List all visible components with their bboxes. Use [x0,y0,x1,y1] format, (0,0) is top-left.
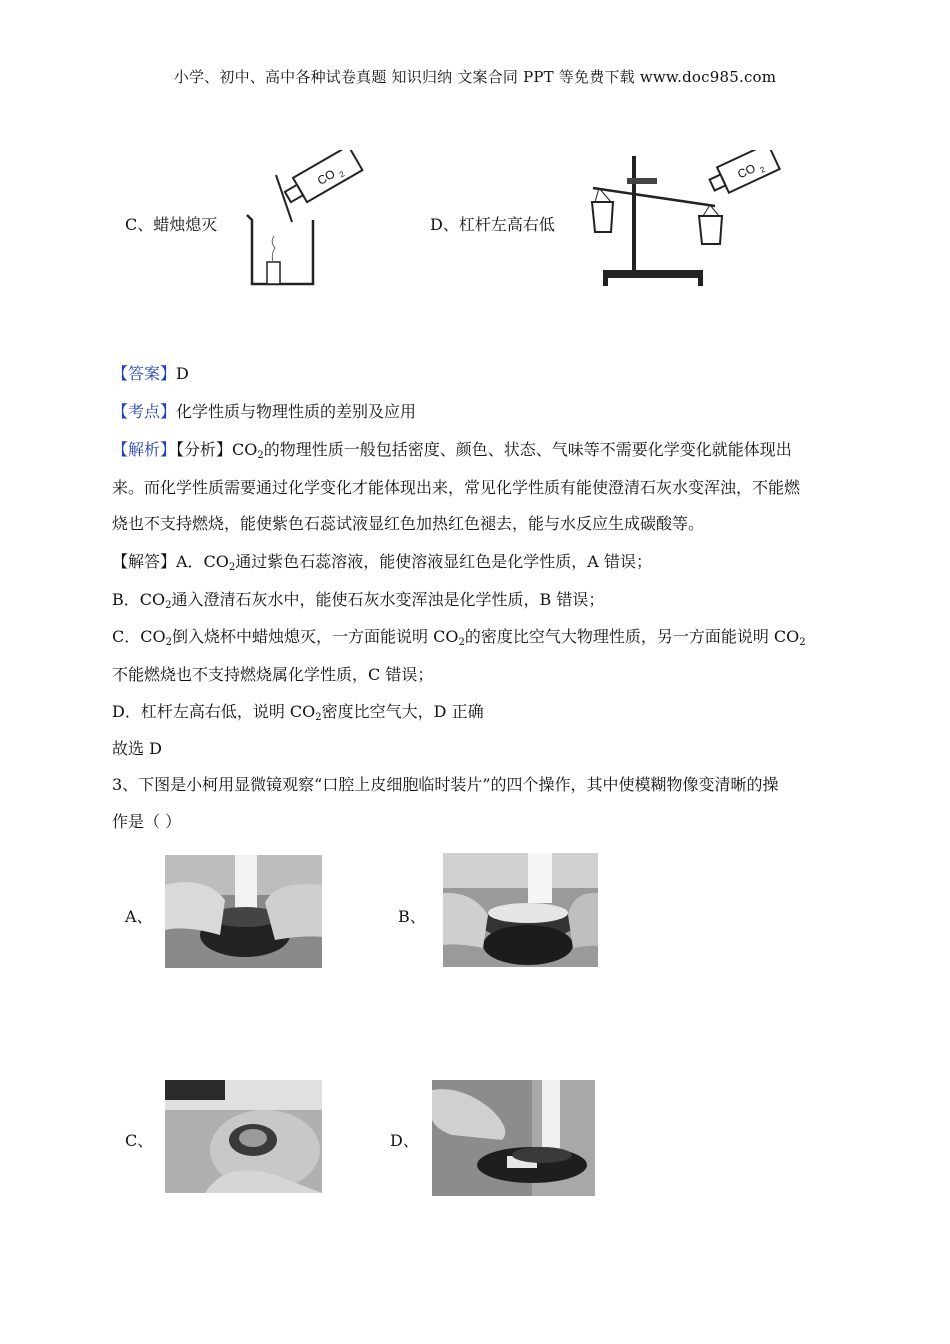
lever-figure [585,150,785,290]
q3-option-b-label: B、 [398,907,426,926]
q3-option-a-label: A、 [125,907,153,926]
option-c-label: C、蜡烛熄灭 [125,215,218,234]
subscript: 2 [228,562,236,573]
microscope-photo-a [165,855,322,968]
option-d-label: D、杠杆左高右低 [430,215,555,234]
left-cup [592,188,613,232]
microscope-photo-c [165,1080,322,1193]
right-cup [699,205,722,244]
jieda-a-line [112,549,652,573]
bottle-label: CO [735,161,758,182]
answer-value: D [176,364,189,383]
jieda-c-mid1: 倒入烧杯中蜡烛熄灭，一方面能说明 CO [171,627,459,646]
subscript: 2 [799,637,806,648]
candle [267,236,280,284]
jieda-b-pre: B．CO [112,590,166,609]
bottle-label-sub: 2 [758,164,767,175]
microscope-photo-b [443,853,598,967]
microscope-photo-d [432,1080,595,1196]
co2-bottle [281,150,363,209]
jieda-d-rest: 密度比空气大，D 正确 [321,702,484,721]
stand [603,156,703,286]
jieda-c-pre: C．CO [112,627,166,646]
candle-figure [240,150,370,290]
subscript: 2 [458,637,465,648]
kaodian-line [112,399,416,422]
bottle-label: CO [314,166,338,188]
answer-line [112,361,189,384]
fenxi-line3: 烧也不支持燃烧，能使紫色石蕊试液显红色加热红色褪去，能与水反应生成碳酸等。 [112,514,705,533]
fenxi-line2: 来。而化学性质需要通过化学变化才能体现出来，常见化学性质有能使澄清石灰水变浑浊，不能燃 [112,478,801,497]
kaodian-tag: 【考点】 [112,402,177,421]
subscript: 2 [165,600,172,611]
jieda-d-line [112,699,484,723]
jieda-b-line [112,587,604,611]
q3-option-c-label: C、 [125,1131,154,1150]
jiexi-line1 [112,437,792,461]
jiexi-tag: 【解析】 [112,440,177,459]
jieda-a-rest: 通过紫色石蕊溶液，能使溶液显红色是化学性质，A 错误； [235,552,652,571]
answer-tag: 【答案】 [112,364,177,383]
page-header: 小学、初中、高中各种试卷真题 知识归纳 文案合同 PPT 等免费下载 www.doc985.com [173,68,777,86]
jieda-d-pre: D．杠杆左高右低，说明 CO [112,702,316,721]
fenxi-line1-rest: 的物理性质一般包括密度、颜色、状态、气味等不需要化学变化就能体现出 [263,440,792,459]
bottle-label-sub: 2 [337,169,347,180]
subscript: 2 [315,712,322,723]
jieda-c-mid2: 的密度比空气大物理性质，另一方面能说明 CO [464,627,800,646]
q3-stem-line1: 3、下图是小柯用显微镜观察“口腔上皮细胞临时装片”的四个操作，其中使模糊物像变清晰的操 [112,775,779,794]
guxuan-line: 故选 D [112,739,162,758]
co2-bottle [706,150,779,198]
jieda-b-rest: 通入澄清石灰水中，能使石灰水变浑浊是化学性质，B 错误； [171,590,605,609]
jieda-c-line [112,624,806,648]
q3-option-d-label: D、 [390,1131,419,1150]
fenxi-prefix: 【分析】CO [176,440,258,459]
jieda-a-pre: 【解答】A．CO [112,552,229,571]
q3-stem-line2: 作是（ ） [112,812,182,831]
subscript: 2 [165,637,172,648]
subscript: 2 [257,450,264,461]
kaodian-text: 化学性质与物理性质的差别及应用 [176,402,417,421]
jieda-c2-line: 不能燃烧也不支持燃烧属化学性质，C 错误； [112,665,434,684]
